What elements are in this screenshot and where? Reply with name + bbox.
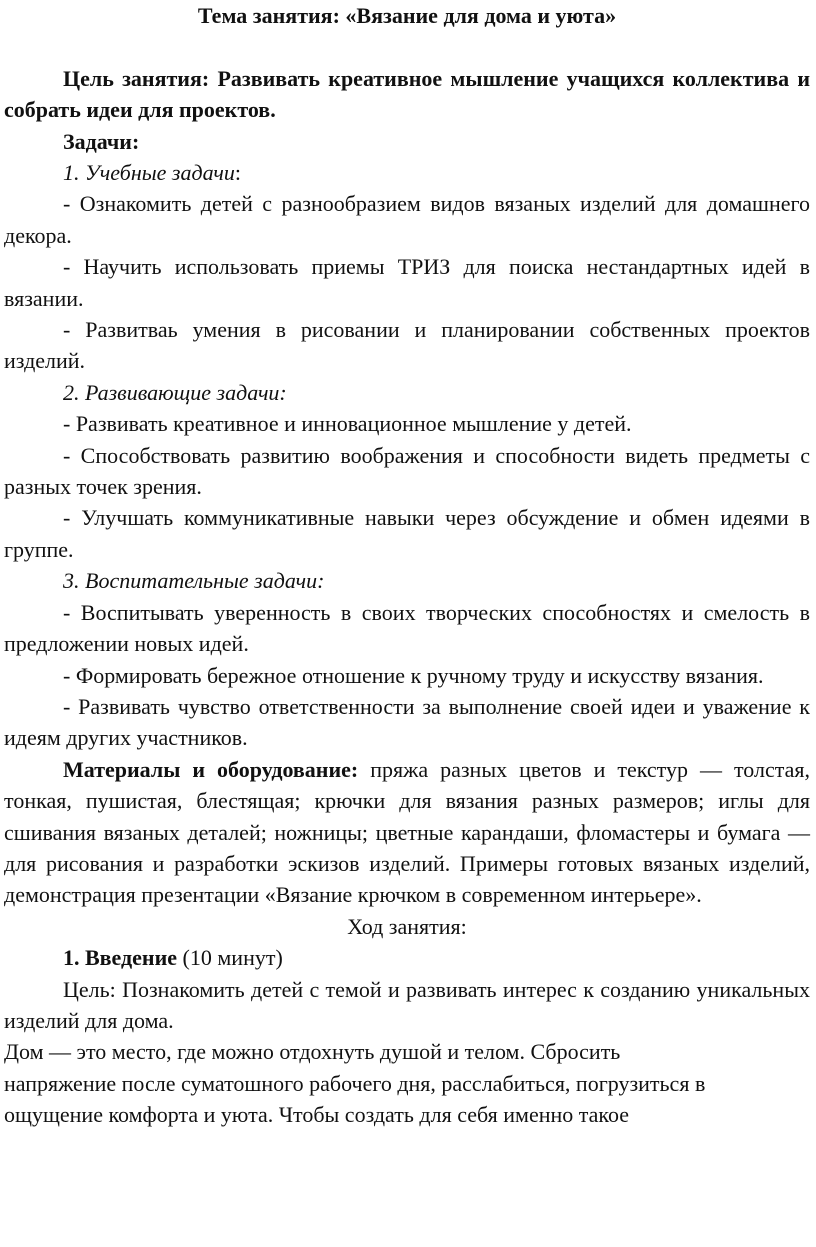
task-item: - Формировать бережное отношение к ручному труду и искусству вязания.: [63, 662, 764, 688]
task-item: - Способствовать развитию воображения и способности видеть предметы с разных точек зрения.: [4, 442, 810, 500]
task-item: - Ознакомить детей с разнообразием видов вязаных изделий для домашнего декора.: [4, 191, 810, 248]
task-group-heading-2: 2. Развивающие задачи:: [63, 379, 287, 405]
materials-label: Материалы и оборудование:: [63, 756, 359, 782]
goal-label: Цель занятия:: [63, 65, 210, 91]
task-item: - Научить использовать приемы ТРИЗ для поиска нестандартных идей в вязании.: [4, 254, 810, 311]
document-title: Тема занятия: «Вязание для дома и уюта»: [197, 3, 617, 28]
intro-duration: (10 минут): [182, 945, 283, 971]
intro-heading: [4, 942, 810, 973]
task-group-title: Учебные задачи: [85, 160, 235, 186]
blank-line: [4, 31, 810, 62]
intro-goal: Цель: Познакомить детей с темой и развивать интерес к созданию уникальных изделий для дома.: [4, 976, 810, 1033]
goal-text: Развивать креативное мышление учащихся коллектива и собрать идеи для проектов.: [4, 65, 810, 123]
task-group-heading-3: 3. Воспитательные задачи:: [63, 568, 325, 594]
task-item: - Развивать чувство ответственности за выполнение своей идеи и уважение к идеям других участников.: [4, 693, 810, 751]
goal-paragraph: [4, 63, 810, 126]
task-item: - Воспитывать уверенность в своих творческих способностях и смелость в предложении новых идей.: [4, 599, 810, 657]
intro-text-line: Дом — это место, где можно отдохнуть душой и телом. Сбросить: [4, 1039, 621, 1065]
task-item: - Улучшать коммуникативные навыки через обсуждение и обмен идеями в группе.: [4, 505, 810, 562]
materials-text: пряжа разных цветов и текстур — толстая, тонкая, пушистая, блестящая; крючки для вязания разных размеров; иглы для сшивания вязаных деталей; ножницы; цветные карандаши, фломастеры и бумага — для рисования и разработки эскизов изделий. Примеры готовых вязаных изделий, демонстрация презентации «Вязание крючком в современном интерьере».: [4, 756, 810, 908]
materials-paragraph: [4, 754, 810, 911]
intro-text-line: ощущение комфорта и уюта. Чтобы создать для себя именно такое: [4, 1102, 630, 1128]
course-heading: Ход занятия:: [347, 913, 467, 939]
task-item: - Развивать креативное и инновационное мышление у детей.: [63, 411, 632, 437]
intro-label: 1. Введение: [63, 945, 178, 971]
task-group-num: 1.: [63, 160, 80, 186]
task-group-heading-1: [4, 157, 810, 188]
task-item: - Развитваь умения в рисовании и планировании собственных проектов изделий.: [4, 317, 810, 374]
tasks-heading: Задачи:: [63, 128, 140, 154]
task-group-suffix: :: [234, 160, 241, 186]
intro-text-line: напряжение после суматошного рабочего дня, расслабиться, погрузиться в: [4, 1070, 706, 1096]
